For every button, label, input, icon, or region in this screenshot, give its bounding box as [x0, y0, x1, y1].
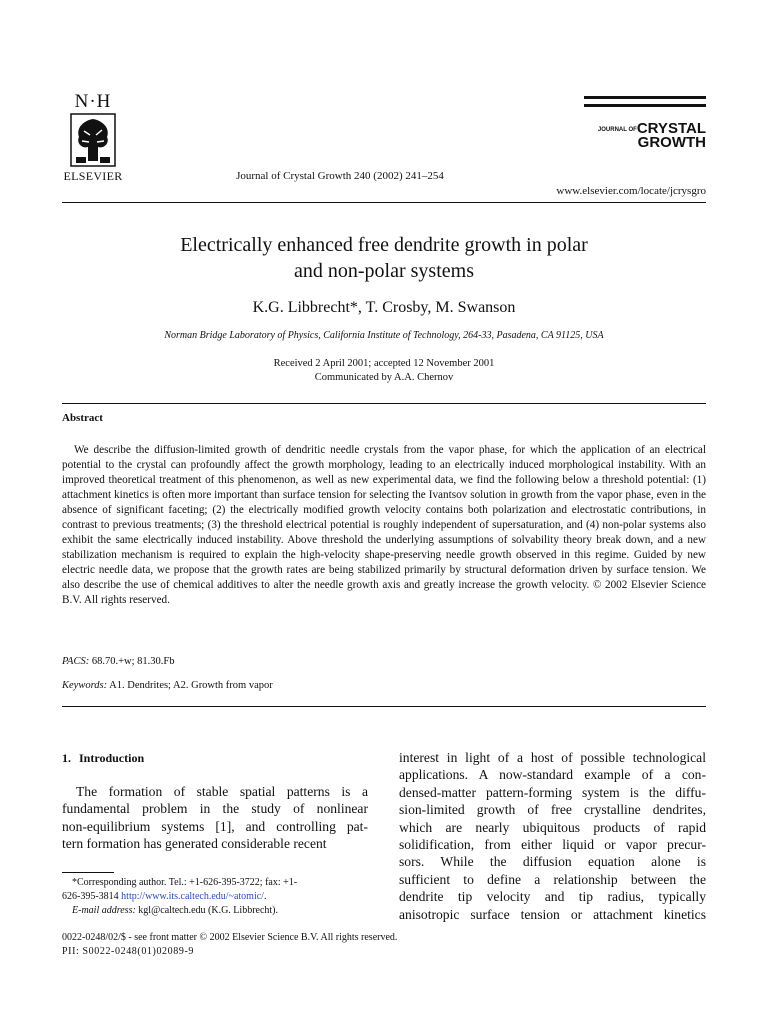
- elsevier-tree-icon: [70, 113, 116, 167]
- keywords: [62, 680, 273, 691]
- section-heading: [62, 751, 144, 766]
- journal-logo-prefix: JOURNAL OF: [597, 127, 637, 133]
- footnote-divider: [62, 872, 114, 873]
- title-line: Electrically enhanced free dendrite growth in polar: [180, 234, 588, 256]
- email-label: E-mail address:: [72, 905, 136, 916]
- text-line: sufficient to define a relationship between the: [399, 871, 706, 887]
- intro-right-column: [399, 749, 706, 923]
- text-line: dendrite tip velocity and tip radius, typically: [399, 889, 706, 905]
- section-number: 1.: [62, 751, 71, 765]
- affiliation: Norman Bridge Laboratory of Physics, California Institute of Technology, 264-33, Pasadena, CA 91125, USA: [164, 330, 604, 341]
- logo-rule: [584, 104, 706, 107]
- author-list: K.G. Libbrecht*, T. Crosby, M. Swanson: [252, 299, 516, 316]
- text-line: densed-matter pattern-forming system is the diffu-: [399, 784, 706, 800]
- url-suffix: .: [263, 891, 267, 902]
- corresponding-line1: *Corresponding author. Tel.: +1-626-395-3722; fax: +1-: [72, 877, 298, 888]
- abstract-divider-top: [62, 403, 706, 404]
- text-line: fundamental problem in the study of nonlinear: [62, 801, 368, 817]
- text-line: sion-limited growth of free crystalline dendrites,: [399, 802, 706, 818]
- text-line: applications. A now-standard example of a con-: [399, 767, 706, 783]
- text-line: The formation of stable spatial patterns is a: [76, 784, 368, 799]
- text-line: solidification, from either liquid or vapor precur-: [399, 836, 706, 852]
- received-dates: [0, 357, 768, 385]
- homepage-link[interactable]: http://www.its.caltech.edu/~atomic/: [121, 891, 264, 902]
- nh-monogram: N·H: [74, 91, 112, 112]
- text-line: interest in light of a host of possible technological: [399, 750, 706, 765]
- intro-left-column: [62, 783, 368, 853]
- text-line: anisotropic surface tension or attachment kinetics: [399, 906, 706, 922]
- footnotes: [62, 876, 368, 918]
- journal-logo-growth: GROWTH: [637, 134, 706, 152]
- text-line: which are nearly ubiquitous products of rapid: [399, 819, 706, 835]
- communicated-line: Communicated by A.A. Chernov: [314, 372, 454, 383]
- corresponding-line2: 626-395-3814: [62, 891, 122, 902]
- text-line: non-equilibrium systems [1], and controlling pat-: [62, 818, 368, 834]
- elsevier-wordmark: ELSEVIER: [63, 169, 123, 183]
- keywords-label: Keywords:: [62, 680, 108, 691]
- article-title: [0, 232, 768, 284]
- text-line: tern formation has generated considerable recent: [62, 836, 327, 852]
- pii-line: PII: S0022-0248(01)02089-9: [62, 946, 194, 957]
- email-value: kgl@caltech.edu (K.G. Libbrecht).: [138, 905, 279, 916]
- abstract-heading: Abstract: [62, 412, 103, 424]
- email-note: [62, 904, 368, 918]
- keywords-value: A1. Dendrites; A2. Growth from vapor: [109, 680, 273, 691]
- pacs-value: 68.70.+w; 81.30.Fb: [91, 656, 175, 667]
- abstract-text: We describe the diffusion-limited growth of dendritic needle crystals from the vapor phase, for which the application of an electrical potential to the crystal can profoundly affect the growth morphology, leading to an electrically induced morphological instability. With an improved theoretical treatment of this phenomenon, as well as new experimental data, we find the following below a threshold potential: (1) attachment kinetics is often more important than surface tension for selecting the Ivantsov solution in growth from the vapor phase, even in the absence of significant faceting; (2) the electrically modified growth velocity contains both polarization and electrostatic contributions, in contrast to previous treatments; (3) the threshold electrical potential is roughly independent of supersaturation, and (4) non-polar systems also exhibit the same electrically induced instability. Above threshold the underlying assumptions of solvability theory break down, and a new stabilization mechanism is required to explain the high-velocity shape-preserving needle growth observed in this regime. Guided by new electric needle data, we propose that the growth rates are being stabilized primarily by structural deformation driven by surface tension. We also describe the use of chemical additives to alter the needle growth axis and greatly increase the growth velocity. © 2002 Elsevier Science B.V. All rights reserved.: [62, 444, 706, 606]
- pacs-codes: [62, 656, 175, 667]
- journal-logo-text: [584, 121, 706, 151]
- journal-citation: Journal of Crystal Growth 240 (2002) 241–254: [236, 170, 444, 182]
- journal-url-link[interactable]: www.elsevier.com/locate/jcrysgro: [556, 185, 706, 197]
- pacs-label: PACS:: [62, 656, 90, 667]
- journal-logo-crystal: CRYSTAL: [636, 120, 706, 137]
- copyright-line: 0022-0248/02/$ - see front matter © 2002 Elsevier Science B.V. All rights reserved.: [62, 932, 398, 943]
- section-title: Introduction: [79, 751, 145, 765]
- journal-logo: [584, 96, 706, 151]
- corresponding-author-note: [62, 876, 368, 904]
- logo-rule: [584, 96, 706, 99]
- received-line: Received 2 April 2001; accepted 12 November 2001: [273, 358, 495, 369]
- header-divider: [62, 202, 706, 203]
- title-line: and non-polar systems: [294, 260, 474, 282]
- abstract-divider-bottom: [62, 706, 706, 707]
- text-line: sors. While the diffusion equation alone is: [399, 854, 706, 870]
